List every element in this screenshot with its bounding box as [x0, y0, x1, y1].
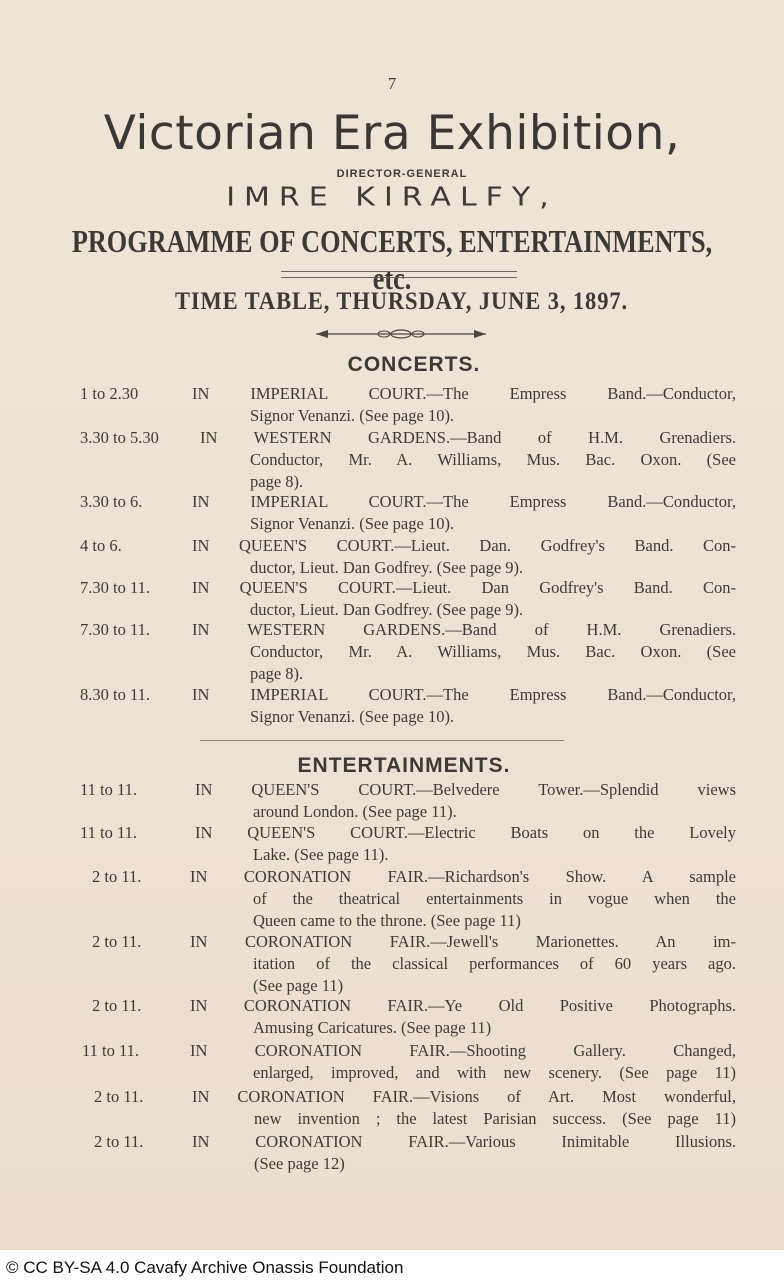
divider-rule	[281, 271, 517, 278]
item-text	[192, 684, 736, 728]
item-line: Conductor, Mr. A. Williams, Mus. Bac. Oxon. (See	[250, 450, 736, 469]
item-time: 1 to 2.30	[80, 384, 139, 403]
item-line: of the theatrical entertainments in vogue when the	[253, 889, 736, 908]
item-line: around London. (See page 11).	[253, 802, 457, 821]
item-time: 11 to 11.	[80, 780, 137, 799]
item-text	[190, 931, 736, 997]
item-line: new invention ; the latest Parisian success. (See page 11)	[254, 1109, 736, 1128]
item-text	[192, 1131, 736, 1175]
concerts-heading: CONCERTS.	[347, 353, 481, 376]
item-time: 11 to 11.	[80, 823, 137, 842]
item-line: Lake. (See page 11).	[253, 845, 389, 864]
item-text	[190, 995, 736, 1039]
entertainments-heading: ENTERTAINMENTS.	[297, 754, 511, 777]
item-time: 2 to 11.	[92, 867, 142, 886]
item-line: IN WESTERN GARDENS.—Band of H.M. Grenadiers.	[192, 620, 736, 639]
timetable-heading: TIME TABLE, THURSDAY, JUNE 3, 1897.	[174, 288, 629, 315]
item-line: page 8).	[250, 472, 304, 491]
item-text	[192, 1086, 736, 1130]
item-line: Queen came to the throne. (See page 11)	[253, 911, 521, 930]
item-text	[192, 491, 736, 535]
item-line: IN CORONATION FAIR.—Shooting Gallery. Changed,	[190, 1041, 736, 1060]
item-time: 7.30 to 11.	[80, 578, 150, 597]
item-line: IN CORONATION FAIR.—Visions of Art. Most wonderful,	[192, 1087, 736, 1106]
item-line: IN QUEEN'S COURT.—Lieut. Dan. Godfrey's Band. Con-	[192, 536, 736, 555]
item-line: enlarged, improved, and with new scenery. (See page 11)	[253, 1063, 736, 1082]
director-label: DIRECTOR-GENERAL	[336, 168, 468, 180]
item-line: Signor Venanzi. (See page 10).	[250, 406, 455, 425]
item-line: IN QUEEN'S COURT.—Lieut. Dan Godfrey's Band. Con-	[192, 578, 736, 597]
item-time: 11 to 11.	[82, 1041, 139, 1060]
item-text	[190, 866, 736, 932]
item-time: 2 to 11.	[92, 932, 142, 951]
page-number: 7	[387, 74, 397, 93]
item-line: page 8).	[250, 664, 304, 683]
item-text	[192, 577, 736, 621]
section-divider	[200, 740, 564, 741]
item-time: 7.30 to 11.	[80, 620, 150, 639]
item-line: Signor Venanzi. (See page 10).	[250, 514, 455, 533]
item-line: Amusing Caricatures. (See page 11)	[253, 1018, 492, 1037]
item-line: IN IMPERIAL COURT.—The Empress Band.—Conductor,	[192, 384, 736, 403]
item-time: 3.30 to 5.30	[80, 428, 159, 447]
item-line: IN CORONATION FAIR.—Jewell's Marionettes. An im-	[190, 932, 736, 951]
item-line: IN QUEEN'S COURT.—Belvedere Tower.—Splendid views	[195, 780, 736, 799]
item-line: IN QUEEN'S COURT.—Electric Boats on the Lovely	[195, 823, 736, 842]
item-line: ductor, Lieut. Dan Godfrey. (See page 9).	[250, 558, 524, 577]
item-time: 2 to 11.	[92, 996, 142, 1015]
director-name: IMRE KIRALFY,	[226, 182, 558, 213]
programme-heading: PROGRAMME OF CONCERTS, ENTERTAINMENTS, etc.	[71, 223, 713, 296]
copyright-footer: © CC BY-SA 4.0 Cavafy Archive Onassis Foundation	[0, 1250, 784, 1286]
item-text	[190, 1040, 736, 1084]
item-line: IN WESTERN GARDENS.—Band of H.M. Grenadiers.	[200, 428, 736, 447]
item-time: 2 to 11.	[94, 1087, 144, 1106]
item-line: IN CORONATION FAIR.—Ye Old Positive Photographs.	[190, 996, 736, 1015]
item-line: Conductor, Mr. A. Williams, Mus. Bac. Oxon. (See	[250, 642, 736, 661]
item-line: IN IMPERIAL COURT.—The Empress Band.—Conductor,	[192, 685, 736, 704]
item-line: itation of the classical performances of 60 years ago.	[253, 954, 736, 973]
item-time: 2 to 11.	[94, 1132, 144, 1151]
item-line: IN IMPERIAL COURT.—The Empress Band.—Conductor,	[192, 492, 736, 511]
item-line: (See page 11)	[253, 976, 344, 995]
item-text	[195, 779, 736, 823]
item-text	[195, 822, 736, 866]
item-text	[192, 619, 736, 685]
item-time: 4 to 6.	[80, 536, 122, 555]
item-line: IN CORONATION FAIR.—Richardson's Show. A sample	[190, 867, 736, 886]
ornament-divider-icon	[316, 328, 486, 340]
item-line: (See page 12)	[254, 1154, 345, 1173]
item-line: Signor Venanzi. (See page 10).	[250, 707, 455, 726]
item-time: 3.30 to 6.	[80, 492, 143, 511]
item-time: 8.30 to 11.	[80, 685, 150, 704]
item-text	[192, 383, 736, 427]
item-text	[192, 535, 736, 579]
item-line: ductor, Lieut. Dan Godfrey. (See page 9).	[250, 600, 524, 619]
item-text	[200, 427, 736, 493]
exhibition-title: Victorian Era Exhibition,	[103, 106, 681, 161]
item-line: IN CORONATION FAIR.—Various Inimitable Illusions.	[192, 1132, 736, 1151]
